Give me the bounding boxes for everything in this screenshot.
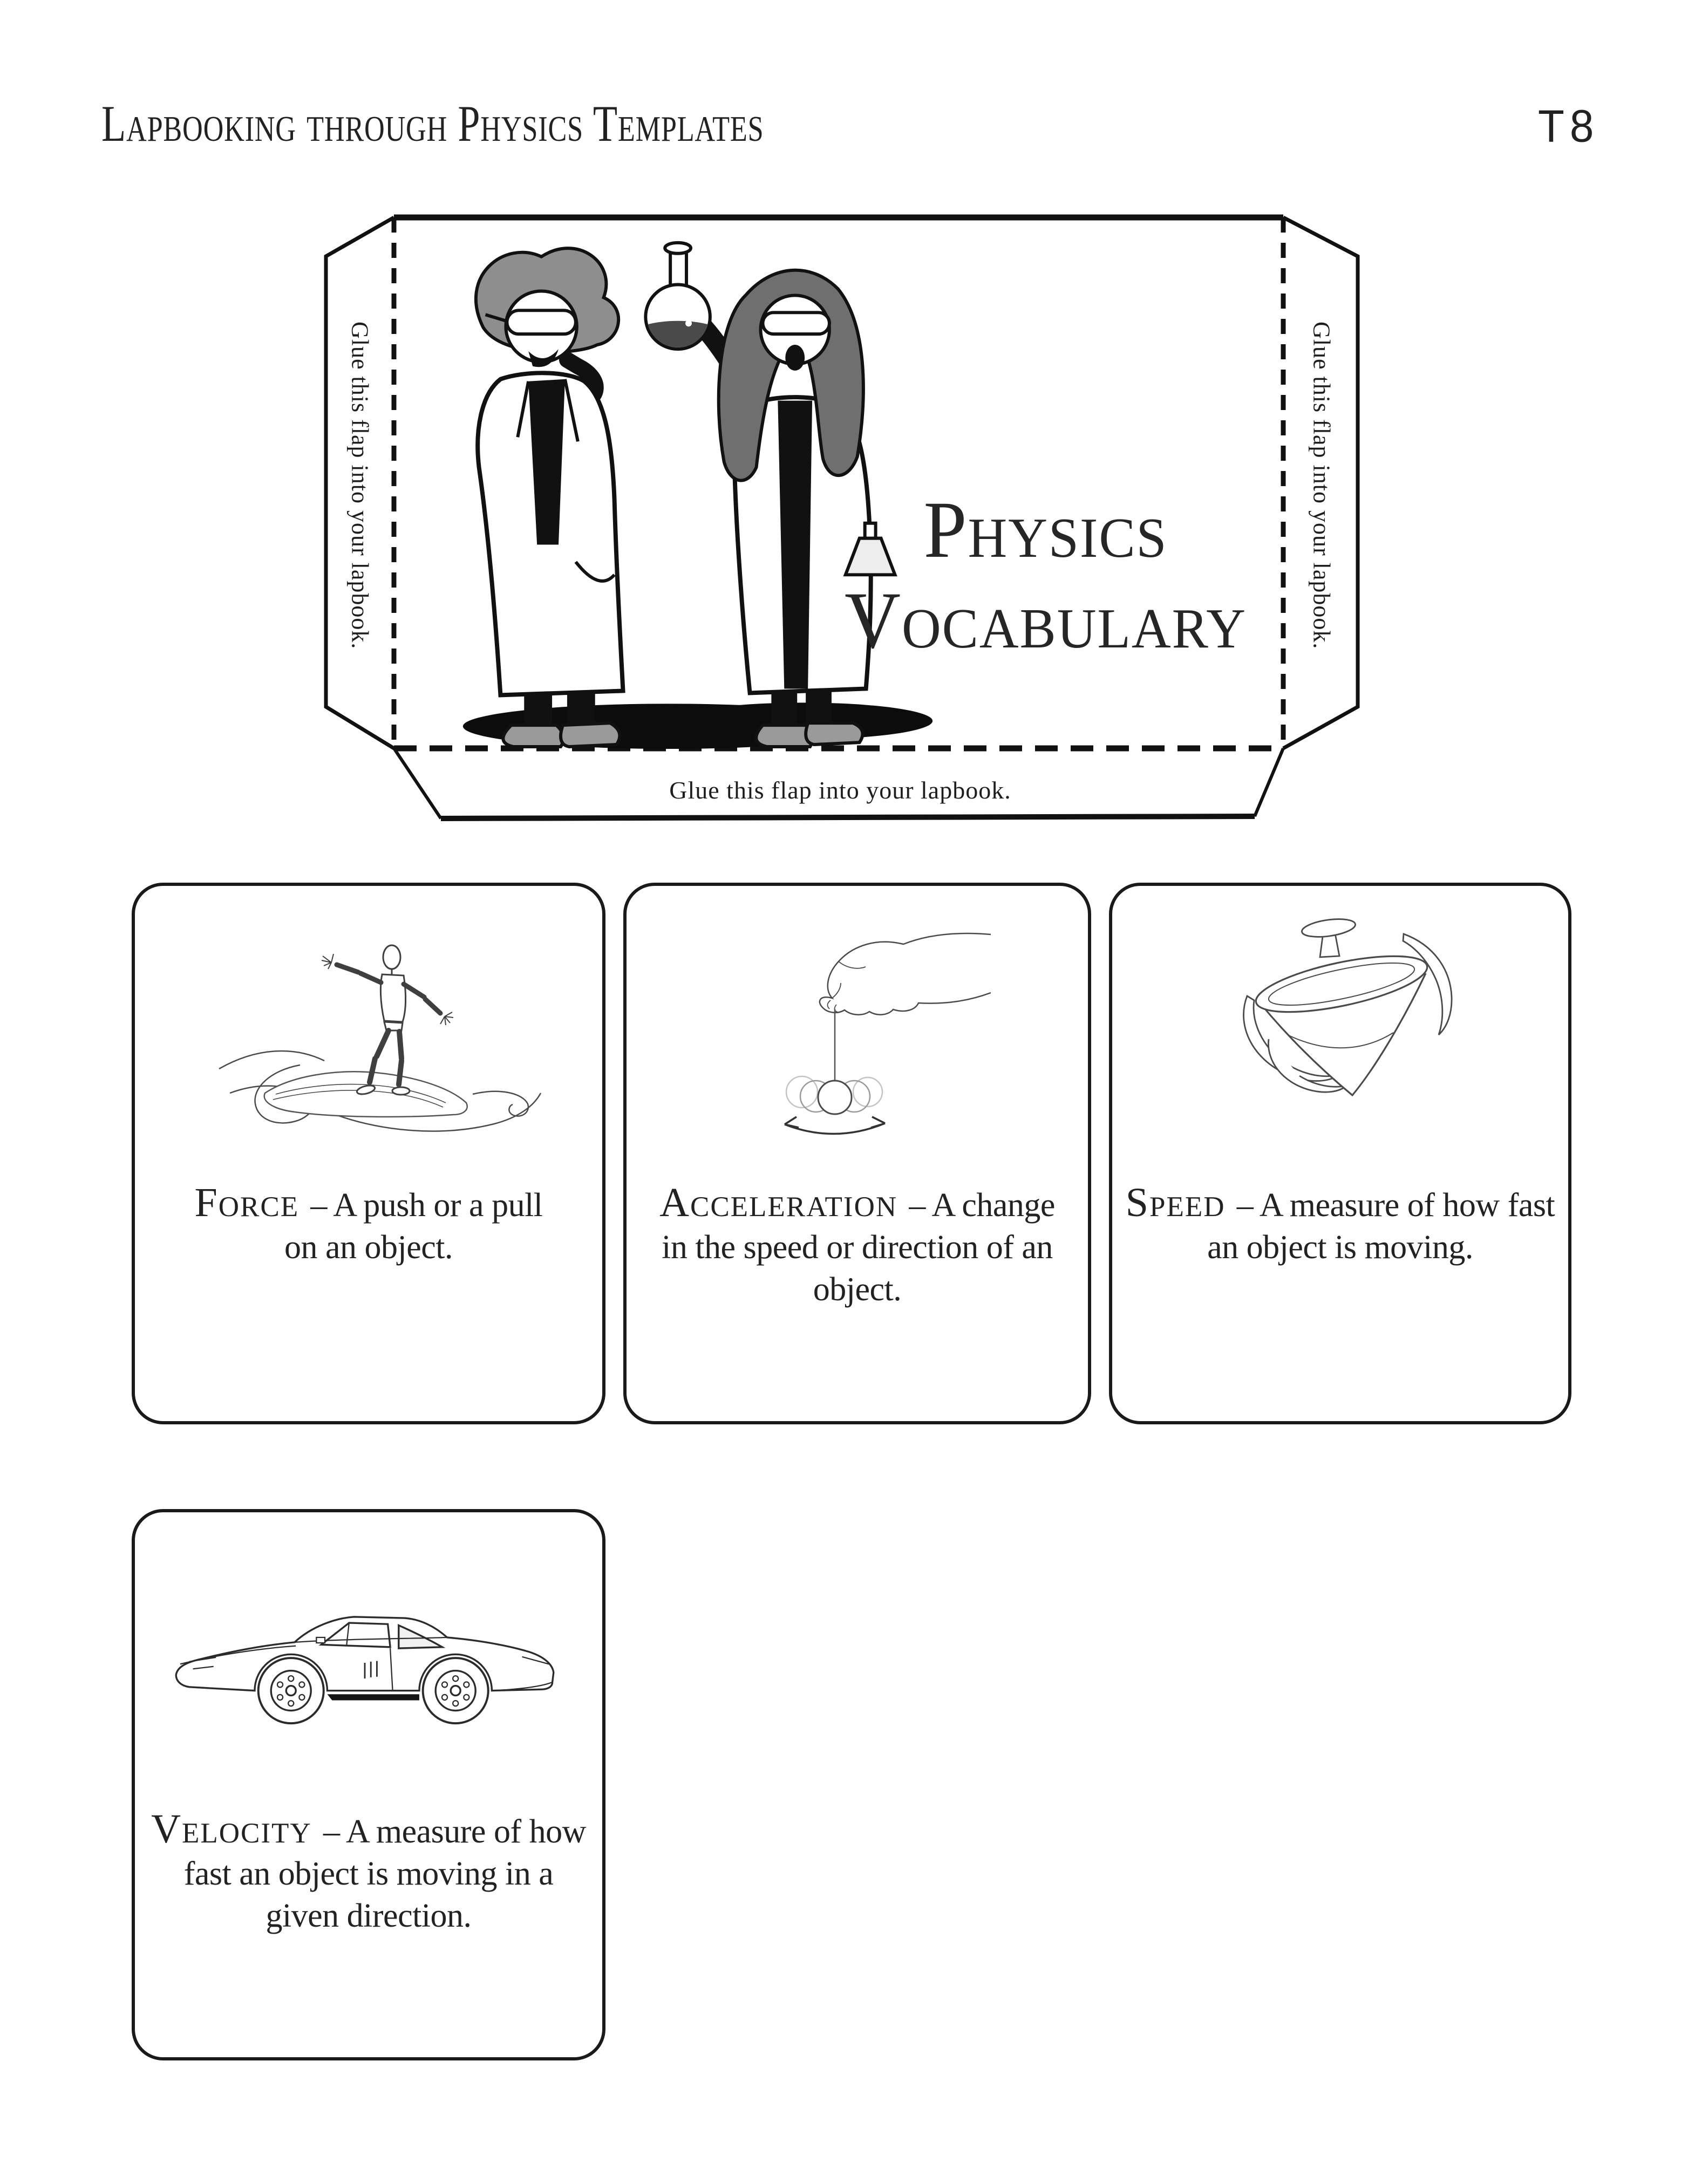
- bottom-flap-label: Glue this flap into your lapbook.: [669, 776, 1011, 804]
- term-speed: Speed: [1125, 1180, 1226, 1225]
- left-flap-label: Glue this flap into your lapbook.: [346, 322, 373, 650]
- pocket-title-line1: Physics: [923, 485, 1168, 575]
- page-number: T8: [1538, 100, 1599, 152]
- right-flap-label: Glue this flap into your lapbook.: [1308, 322, 1335, 650]
- sports-car-illustration: [165, 1584, 564, 1742]
- pocket-template: [0, 0, 1688, 863]
- card-text: [139, 1182, 598, 1268]
- surfer-illustration: [214, 931, 559, 1152]
- spinning-top-illustration: [1217, 904, 1466, 1142]
- definition-line: – A push or a pull: [310, 1187, 543, 1224]
- definition-line: – A change: [909, 1187, 1055, 1224]
- vocab-card-force: [132, 883, 605, 1424]
- definition-line: fast an object is moving in a: [183, 1855, 554, 1892]
- definition-line: on an object.: [284, 1229, 453, 1266]
- vocab-card-acceleration: [623, 883, 1091, 1424]
- term-velocity: Velocity: [151, 1806, 312, 1852]
- definition-line: given direction.: [266, 1898, 472, 1934]
- term-force: Force: [194, 1180, 300, 1225]
- pocket-title-line2: Vocabulary: [845, 576, 1247, 665]
- term-acceleration: Acceleration: [659, 1180, 898, 1225]
- definition-line: an object is moving.: [1207, 1229, 1473, 1266]
- definition-line: – A measure of how: [323, 1813, 586, 1850]
- vocab-card-speed: [1109, 883, 1571, 1424]
- definition-line: in the speed or direction of an: [662, 1229, 1053, 1266]
- pocket-title: [816, 484, 1275, 666]
- boy-scientist: [476, 248, 623, 747]
- book-title: Lapbooking through Physics Templates: [101, 95, 764, 152]
- definition-line: object.: [813, 1271, 902, 1308]
- card-text: [1117, 1182, 1564, 1268]
- vocab-card-velocity: [132, 1509, 605, 2060]
- card-text: [631, 1182, 1084, 1311]
- definition-line: – A measure of how fast: [1236, 1187, 1555, 1224]
- pendulum-hand-illustration: [721, 913, 991, 1166]
- card-text: [139, 1808, 598, 1937]
